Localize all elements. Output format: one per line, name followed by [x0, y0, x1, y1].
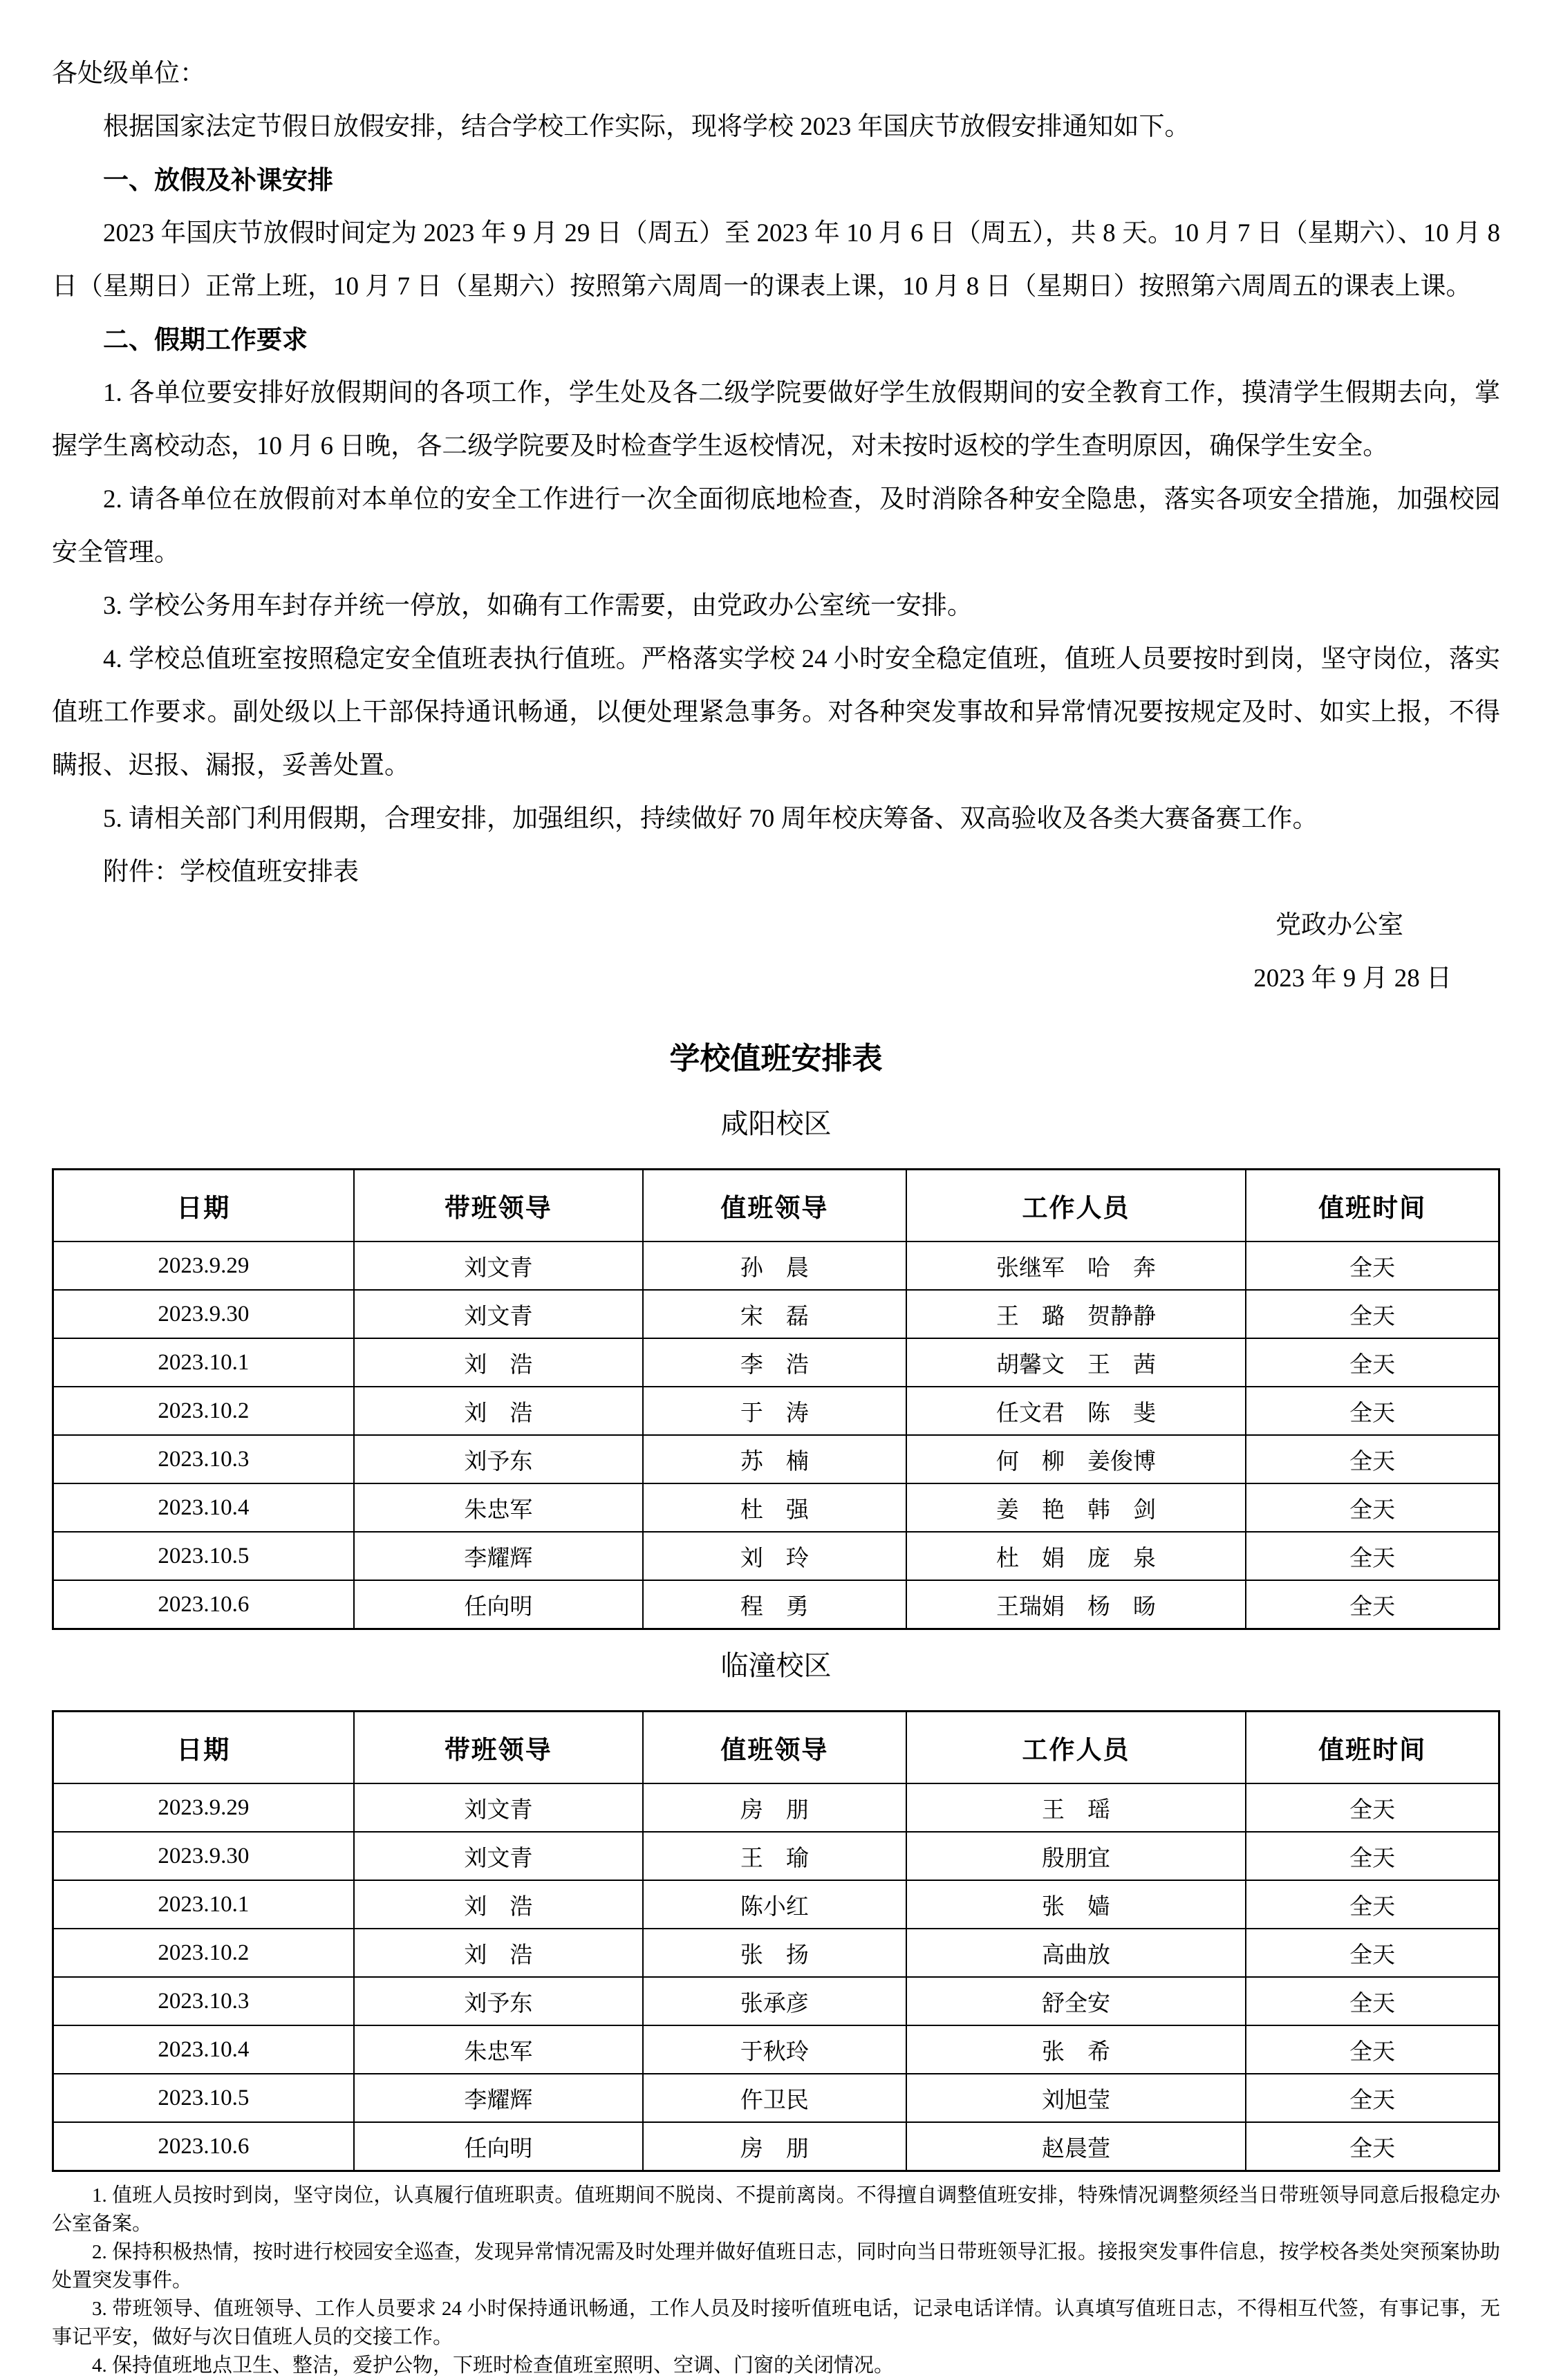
table-cell: 房 朋 — [643, 2122, 906, 2171]
table-cell: 高曲放 — [906, 1929, 1246, 1977]
table-row — [53, 1783, 1499, 1832]
column-header-duty-lead: 值班领导 — [643, 1170, 906, 1242]
table-cell: 程 勇 — [643, 1580, 906, 1629]
table-row — [53, 1338, 1499, 1387]
table-cell: 李 浩 — [643, 1338, 906, 1387]
salutation: 各处级单位： — [52, 59, 205, 88]
table-cell: 刘 浩 — [354, 1880, 643, 1929]
requirement-item-4: 4. 学校总值班室按照稳定安全值班表执行值班。严格落实学校 24 小时安全稳定值班，值班人员要按时到岗，坚守岗位，落实值班工作要求。副处级以上干部保持通讯畅通，以便处理紧急事务。对各种突发事故和异常情况要按规定及时、如实上报，不得瞒报、迟报、漏报，妥善处置。 — [52, 645, 1500, 780]
table-row — [53, 1483, 1499, 1532]
table-cell: 2023.10.4 — [53, 1483, 354, 1532]
table-cell: 2023.10.2 — [53, 1387, 354, 1435]
requirement-item-5: 5. 请相关部门利用假期，合理安排，加强组织，持续做好 70 周年校庆筹备、双高验收及各类大赛备赛工作。 — [103, 805, 1318, 833]
table-cell: 全天 — [1246, 2074, 1499, 2122]
table-cell: 全天 — [1246, 1783, 1499, 1832]
table-cell: 宋 磊 — [643, 1290, 906, 1338]
table-row — [53, 2074, 1499, 2122]
table-cell: 王 瑶 — [906, 1783, 1246, 1832]
table-cell: 孙 晨 — [643, 1241, 906, 1290]
column-header-staff: 工作人员 — [906, 1712, 1246, 1784]
table-cell: 刘文青 — [354, 1832, 643, 1880]
signature-org: 党政办公室 — [1275, 911, 1403, 939]
table-cell: 2023.10.2 — [53, 1929, 354, 1977]
table-cell: 仵卫民 — [643, 2074, 906, 2122]
table-cell: 殷朋宜 — [906, 1832, 1246, 1880]
requirement-item-1: 1. 各单位要安排好放假期间的各项工作，学生处及各二级学院要做好学生放假期间的安全教育工作，摸清学生假期去向，掌握学生离校动态，10 月 6 日晚，各二级学院要及时检查学生返校情况，对未按时返校的学生查明原因，确保学生安全。 — [52, 379, 1500, 460]
table-cell: 全天 — [1246, 1832, 1499, 1880]
table-cell: 张 嫱 — [906, 1880, 1246, 1929]
column-header-staff: 工作人员 — [906, 1170, 1246, 1242]
table-cell: 刘 浩 — [354, 1338, 643, 1387]
table-cell: 刘予东 — [354, 1977, 643, 2025]
requirement-item-2: 2. 请各单位在放假前对本单位的安全工作进行一次全面彻底地检查，及时消除各种安全隐患，落实各项安全措施，加强校园安全管理。 — [52, 485, 1500, 567]
table-cell: 2023.10.5 — [53, 1532, 354, 1580]
table-cell: 全天 — [1246, 1580, 1499, 1629]
table-cell: 刘文青 — [354, 1241, 643, 1290]
header-row — [53, 1712, 1499, 1784]
column-header-lead: 带班领导 — [354, 1712, 643, 1784]
table-cell: 朱忠军 — [354, 2025, 643, 2074]
table-cell: 刘文青 — [354, 1290, 643, 1338]
table-cell: 全天 — [1246, 1338, 1499, 1387]
table-cell: 任向明 — [354, 2122, 643, 2171]
table-cell: 2023.10.3 — [53, 1435, 354, 1483]
table-cell: 2023.9.29 — [53, 1241, 354, 1290]
table-cell: 全天 — [1246, 2122, 1499, 2171]
table-cell: 2023.10.6 — [53, 2122, 354, 2171]
note-3: 3. 带班领导、值班领导、工作人员要求 24 小时保持通讯畅通，工作人员及时接听值班电话，记录电话详情。认真填写值班日志，不得相互代签，有事记事，无事记平安，做好与次日值班人员的交接工作。 — [52, 2298, 1500, 2348]
table-cell: 李耀辉 — [354, 2074, 643, 2122]
section-2-heading: 二、假期工作要求 — [103, 326, 308, 354]
table-row — [53, 2025, 1499, 2074]
table-cell: 2023.9.30 — [53, 1832, 354, 1880]
table-row — [53, 1929, 1499, 1977]
column-header-date: 日期 — [53, 1170, 354, 1242]
table-row — [53, 2122, 1499, 2171]
table-cell: 2023.10.5 — [53, 2074, 354, 2122]
table-cell: 任向明 — [354, 1580, 643, 1629]
table-cell: 陈小红 — [643, 1880, 906, 1929]
requirement-item-3: 3. 学校公务用车封存并统一停放，如确有工作需要，由党政办公室统一安排。 — [103, 592, 973, 620]
signature-date: 2023 年 9 月 28 日 — [1253, 964, 1452, 993]
notice-body — [52, 47, 1500, 899]
column-header-time: 值班时间 — [1246, 1170, 1499, 1242]
table-cell: 2023.9.30 — [53, 1290, 354, 1338]
table-cell: 胡馨文 王 茜 — [906, 1338, 1246, 1387]
table-row — [53, 1880, 1499, 1929]
table-cell: 王 璐 贺静静 — [906, 1290, 1246, 1338]
table-cell: 苏 楠 — [643, 1435, 906, 1483]
table-cell: 王瑞娟 杨 旸 — [906, 1580, 1246, 1629]
table-cell: 于秋玲 — [643, 2025, 906, 2074]
table-row — [53, 1580, 1499, 1629]
table-cell: 王 瑜 — [643, 1832, 906, 1880]
table-cell: 李耀辉 — [354, 1532, 643, 1580]
table-cell: 2023.10.3 — [53, 1977, 354, 2025]
section-1-heading: 一、放假及补课安排 — [103, 166, 333, 194]
table-row — [53, 1387, 1499, 1435]
table-cell: 2023.10.1 — [53, 1880, 354, 1929]
table-cell: 全天 — [1246, 1241, 1499, 1290]
table-row — [53, 1832, 1499, 1880]
table-cell: 刘 玲 — [643, 1532, 906, 1580]
table-row — [53, 1977, 1499, 2025]
table-cell: 舒全安 — [906, 1977, 1246, 2025]
table-cell: 张承彦 — [643, 1977, 906, 2025]
campus-title-xianyang: 咸阳校区 — [720, 1108, 832, 1139]
table-row — [53, 1290, 1499, 1338]
table-cell: 全天 — [1246, 1880, 1499, 1929]
attachment-line: 附件：学校值班安排表 — [103, 858, 359, 886]
table-cell: 2023.9.29 — [53, 1783, 354, 1832]
note-4: 4. 保持值班地点卫生、整洁，爱护公物，下班时检查值班室照明、空调、门窗的关闭情况。 — [92, 2354, 895, 2377]
intro-paragraph: 根据国家法定节假日放假安排，结合学校工作实际，现将学校 2023 年国庆节放假安排通知如下。 — [103, 113, 1190, 141]
header-row — [53, 1170, 1499, 1242]
table-cell: 姜 艳 韩 剑 — [906, 1483, 1246, 1532]
table-cell: 房 朋 — [643, 1783, 906, 1832]
table-cell: 2023.10.1 — [53, 1338, 354, 1387]
duty-notes — [52, 2182, 1500, 2380]
schedule-title: 学校值班安排表 — [669, 1042, 883, 1076]
table-cell: 何 柳 姜俊博 — [906, 1435, 1246, 1483]
signature-block — [52, 899, 1500, 1005]
table-cell: 全天 — [1246, 1929, 1499, 1977]
table-cell: 杜 娟 庞 泉 — [906, 1532, 1246, 1580]
table-cell: 赵晨萱 — [906, 2122, 1246, 2171]
table-cell: 朱忠军 — [354, 1483, 643, 1532]
table-row — [53, 1532, 1499, 1580]
note-2: 2. 保持积极热情，按时进行校园安全巡查，发现异常情况需及时处理并做好值班日志，同时向当日带班领导汇报。接报突发事件信息，按学校各类处突预案协助处置突发事件。 — [52, 2241, 1500, 2292]
column-header-date: 日期 — [53, 1712, 354, 1784]
table-cell: 全天 — [1246, 1977, 1499, 2025]
table-cell: 刘旭莹 — [906, 2074, 1246, 2122]
table-cell: 张 希 — [906, 2025, 1246, 2074]
table-cell: 于 涛 — [643, 1387, 906, 1435]
duty-table-lintong — [52, 1710, 1500, 2172]
table-row — [53, 1435, 1499, 1483]
table-cell: 全天 — [1246, 2025, 1499, 2074]
table-cell: 张 扬 — [643, 1929, 906, 1977]
table-row — [53, 1241, 1499, 1290]
table-cell: 任文君 陈 斐 — [906, 1387, 1246, 1435]
table-cell: 全天 — [1246, 1435, 1499, 1483]
column-header-duty-lead: 值班领导 — [643, 1712, 906, 1784]
table-cell: 刘 浩 — [354, 1929, 643, 1977]
table-cell: 张继军 哈 奔 — [906, 1241, 1246, 1290]
table-cell: 刘文青 — [354, 1783, 643, 1832]
column-header-time: 值班时间 — [1246, 1712, 1499, 1784]
section-1-body: 2023 年国庆节放假时间定为 2023 年 9 月 29 日（周五）至 2023 年 10 月 6 日（周五），共 8 天。10 月 7 日（星期六）、10 月 8 日（星期日）正常上班，10 月 7 日（星期六）按照第六周周一的课表上课，10 月 8 日（星期日）按照第六周周五的课表上课。 — [52, 219, 1500, 301]
table-cell: 全天 — [1246, 1387, 1499, 1435]
table-cell: 全天 — [1246, 1532, 1499, 1580]
table-cell: 全天 — [1246, 1290, 1499, 1338]
table-cell: 刘予东 — [354, 1435, 643, 1483]
table-cell: 2023.10.4 — [53, 2025, 354, 2074]
table-cell: 杜 强 — [643, 1483, 906, 1532]
table-cell: 全天 — [1246, 1483, 1499, 1532]
note-1: 1. 值班人员按时到岗，坚守岗位，认真履行值班职责。值班期间不脱岗、不提前离岗。不得擅自调整值班安排，特殊情况调整须经当日带班领导同意后报稳定办公室备案。 — [52, 2184, 1500, 2235]
table-cell: 刘 浩 — [354, 1387, 643, 1435]
campus-title-lintong: 临潼校区 — [720, 1650, 832, 1681]
column-header-lead: 带班领导 — [354, 1170, 643, 1242]
duty-table-xianyang — [52, 1168, 1500, 1630]
table-cell: 2023.10.6 — [53, 1580, 354, 1629]
